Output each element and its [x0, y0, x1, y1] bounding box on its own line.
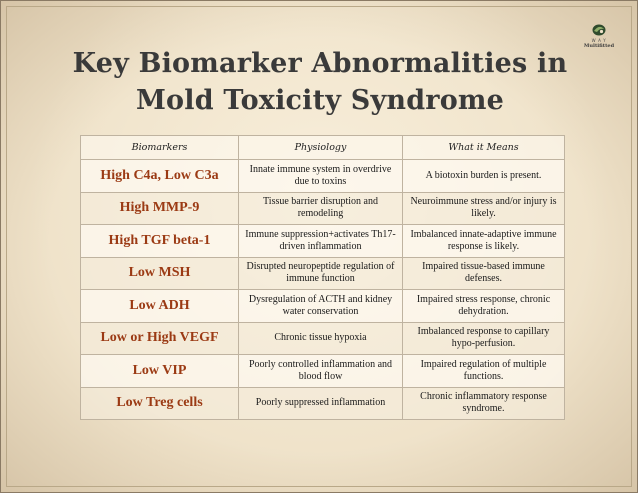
meaning-cell: Imbalanced innate-adaptive immune response is likely. — [403, 225, 565, 258]
biomarker-cell: Low VIP — [81, 355, 239, 388]
table-row — [81, 290, 565, 323]
table-row — [81, 257, 565, 290]
physiology-cell: Immune suppression+activates Th17-driven inflammation — [239, 225, 403, 258]
table-row — [81, 225, 565, 258]
physiology-cell: Poorly suppressed inflammation — [239, 387, 403, 420]
page-title-line-1: Key Biomarker Abnormalities in — [72, 48, 568, 79]
header-physiology: Physiology — [239, 136, 403, 160]
table-row — [81, 387, 565, 420]
physiology-cell: Chronic tissue hypoxia — [239, 322, 403, 355]
meaning-cell: Impaired regulation of multiple functions. — [403, 355, 565, 388]
table-row — [81, 322, 565, 355]
physiology-cell: Dysregulation of ACTH and kidney water conservation — [239, 290, 403, 323]
header-biomarkers: Biomarkers — [81, 136, 239, 160]
table-row — [81, 160, 565, 193]
leaf-globe-icon — [591, 23, 607, 37]
biomarker-cell: Low or High VEGF — [81, 322, 239, 355]
page-title-line-2: Mold Toxicity Syndrome — [135, 85, 505, 116]
meaning-cell: Impaired tissue-based immune defenses. — [403, 257, 565, 290]
biomarker-cell: High TGF beta-1 — [81, 225, 239, 258]
biomarker-cell: Low Treg cells — [81, 387, 239, 420]
table-header-row — [81, 136, 565, 160]
biomarker-cell: Low ADH — [81, 290, 239, 323]
meaning-cell: Imbalanced response to capillary hypo-perfusion. — [403, 322, 565, 355]
biomarker-table — [80, 135, 565, 420]
physiology-cell: Disrupted neuropeptide regulation of immune function — [239, 257, 403, 290]
table-row — [81, 192, 565, 225]
physiology-cell: Poorly controlled inflammation and blood flow — [239, 355, 403, 388]
meaning-cell: Neuroimmune stress and/or injury is likely. — [403, 192, 565, 225]
physiology-cell: Innate immune system in overdrive due to toxins — [239, 160, 403, 193]
logo-small-text: W A Y — [591, 38, 607, 43]
biomarker-cell: High MMP-9 — [81, 192, 239, 225]
meaning-cell: Impaired stress response, chronic dehydration. — [403, 290, 565, 323]
meaning-cell: A biotoxin burden is present. — [403, 160, 565, 193]
biomarker-cell: Low MSH — [81, 257, 239, 290]
meaning-cell: Chronic inflammatory response syndrome. — [403, 387, 565, 420]
table-row — [81, 355, 565, 388]
physiology-cell: Tissue barrier disruption and remodeling — [239, 192, 403, 225]
biomarker-cell: High C4a, Low C3a — [81, 160, 239, 193]
logo-brand-name: Multifitted — [583, 43, 615, 49]
page-title — [31, 45, 609, 119]
header-what-it-means: What it Means — [403, 136, 565, 160]
